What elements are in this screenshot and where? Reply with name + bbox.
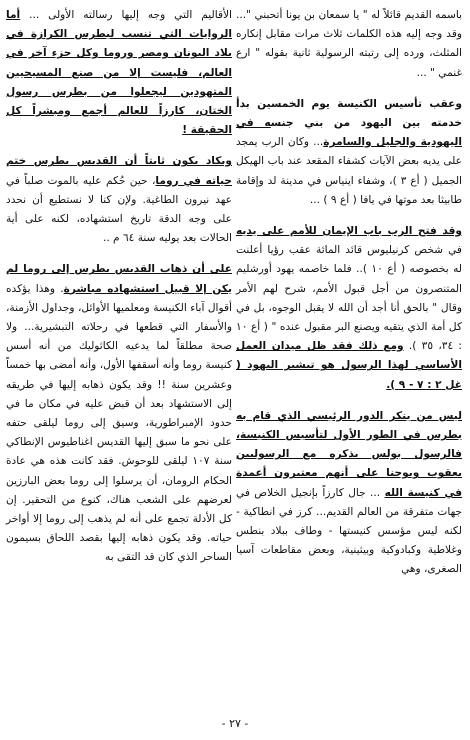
underlined-text: وبكاد يكون ثابتاً أن القديس بطرس ختم حياته في روما [6,155,233,187]
right-column [236,6,462,580]
paragraph-text: في شخص كرنيليوس قائد المائة عقب رؤيا أعلنت له بخصوصه ( أع ١٠ ).. فلما خاصمه يهود أورشليم المتنصرون من أجل قبول الأمم، شرح لهم الأمر وقال " بالحق أنا أجد أن الله لا يقبل الوجوه، بل في كل أمة الذي يتقيه ويصنع البر مقبول عنده " ( أع ١٠ : ٣٤، ٣٥ ). [236,244,462,353]
paragraph [236,222,462,395]
paragraph [236,95,462,210]
underlined-text: على أن ذهاب القديس بطرس إلى روما لم يكن إلا قبيل استشهاده مباشرة [6,263,232,295]
paragraph [6,260,232,567]
paragraph-text: ... وكان الرب يمجد على يديه بعض الآيات كشفاء المقعد عند باب الهيكل الجميل ( أع ٣ )، وشفاء اينياس في مدينة لد وإقامة طابيثا بعد موتها في يافا ( أع ٩ ) ... [236,136,463,206]
left-column [6,6,232,568]
paragraph-text: الأقاليم التي وجه إليها رسالته الأولى ... [20,9,232,21]
paragraph-text: ... جال كارزاً بإنجيل الخلاص في جهات متفرقة من العالم القديم... كرز في انطاكية - لكنه ليس مؤسس كنيستها - وطاف ببلاد بنطس وغلاطية وكبادوكية وبيثينية، وبعض مقاطعات آسيا الصغرى، وهي [236,486,462,576]
paragraph-text: . وهذا يؤكده أقوال آباء الكنيسة ومعلميها الأوائل، وجداول الأزمنة، والأسفار التي قطعها في رحلاته التبشيرية... ولا صحة مطلقاً لما يدعيه الكاثوليك من أنه أسس كنيسة روما وأنه أسقفها الأول، وأنه أمضى بها خمساً وعشرين سنة !! وقد يكون ذهابه إليها في طريقه إلى الاستشهاد بعد أن قبض عليه في مكان ما في حدود الإمبراطورية، وسيق إلى روما ليلقى حتفه على نحو ما سبق إليها القديس اغناطيوس الإنطاكي سنة ١٠٧ ليلقى للوحوش. فقد كانت هذه هي عادة الحكام الرومان، أن يرسلوا إلى روما بعض البارزين لعرضهم على الشعب هناك، كنوع من التحقير. إن كل الأدلة تجمع على أنه لم يذهب إلى روما إلا أواخر حياته. وقد يكون ذهابه إليها بقصد اللحاق بسيمون الساحر الذي كان قد التقى به [6,282,232,564]
paragraph [6,152,232,248]
underlined-text: ه في اليهودية والجليل والسامرة [236,117,462,149]
underlined-text: ليس من ينكر الدور الرئيسي الذي قام به بطرس في الطور الأول لتأسيس الكنيسة، فالرسول بولس يذكره مع الرسوليين يعقوب ويوحنا على أنهم معتبرون أعمدة في كنيسة الله [236,409,463,499]
underlined-text: ومع ذلك فقد ظل ميدان العمل الأساسي لهذا الرسول هو تبشير اليهود ( غل ٢ : ٧ - ٩ ). [236,340,462,391]
paragraph-text: ، حين حُكم عليه بالموت صلباً في عهد نيرون الطاغية. ولإن كنا لا نستطيع أن نحدد على وجه الدقة تاريخ استشهاده، لكنه على أية الحالات بعد يوليه سنة ٦٤ م .. [6,174,232,245]
paragraph [236,6,462,83]
underlined-text: أما الروايات التي تنسب لبطرس الكرازة في بلاد اليونان ومصر وروما وكل جزء آخر في العالم، فليست إلا من صنع المسيحيين المتهودين ليجعلوا من بطرس رسول الختان، كارزاً للعالم أجمع ومبشراً كل الحقيقة ! [6,9,232,137]
underlined-text: وقد فتح الرب باب الإيمان للأمم على يديه [236,225,462,238]
paragraph [6,6,232,140]
page-number: - ٢٧ - [221,717,249,730]
paragraph [236,407,462,580]
bold-text: وعقب تأسيس الكنيسة يوم الخمسين بدأ خدمته بين اليهود من بني جنس [236,97,462,130]
paragraph-text: باسمه القديم قائلاً له " يا سمعان بن يونا أتحبني "... وقد وجه إليه هذه الكلمات ثلاث مرات مقابل إنكاره المثلث، ورده إلى رتبته الرسولية ثانية بقوله " ارع غنمي " ... [236,9,462,79]
